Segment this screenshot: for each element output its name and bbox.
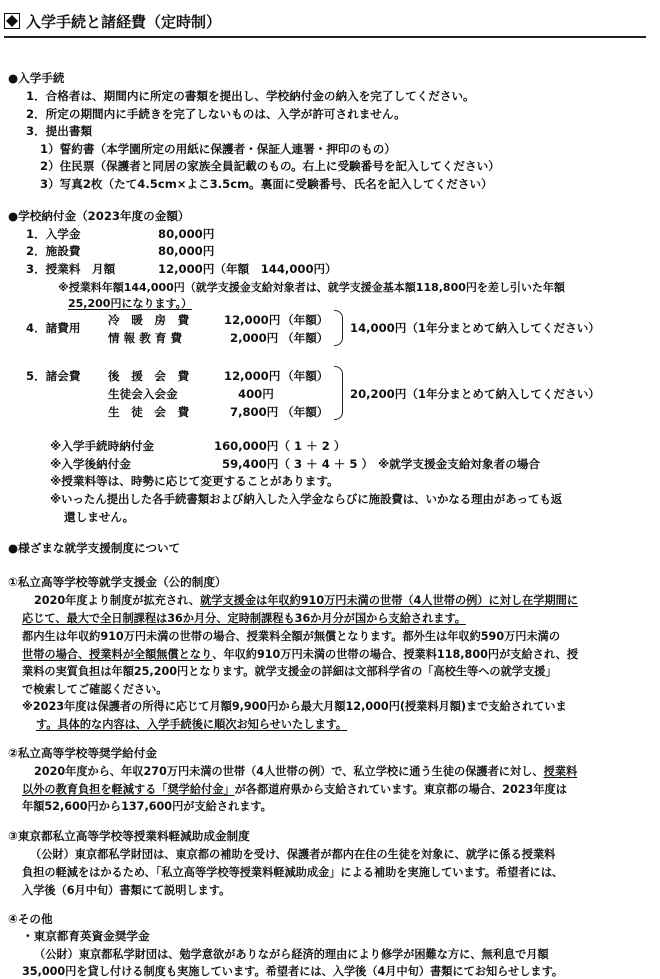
- support-1-line: 応じて、最大で全日制課程は36か月分、定時制課程も36か月分が国から支給されます。: [22, 612, 466, 625]
- document-item: 1）誓約書（本学園所定の用紙に保護者・保証人連署・押印のもの）: [40, 142, 396, 156]
- support-title-4: ④その他: [8, 912, 53, 926]
- admission-heading: ●入学手続: [8, 71, 65, 85]
- support-3-line: 負担の軽減をはかるため、「私立高等学校等授業料軽減助成金」による補助を実施しています。希望者には、: [22, 866, 564, 879]
- support-2-line: 以外の教育負担を軽減する「奨学給付金」が各都道府県から支給されています。東京都の場合、2023年度は: [22, 783, 567, 796]
- misc-item-unit: （年額）: [282, 331, 329, 345]
- diamond-box-icon: [4, 13, 20, 29]
- support-3-line: （公財）東京都私学財団は、東京都の補助を受け、保護者が都内在住の生徒を対象に、就学に係る授業料: [30, 848, 556, 861]
- document-item: 3）写真2枚（たて4.5cm×よこ3.5cm。裏面に受験番号、氏名を記入してください）: [40, 177, 493, 191]
- fee-label: 3．授業料 月額: [26, 262, 116, 276]
- support-2-line: 2020年度から、年収270万円未満の世帯（4人世帯の例）で、私立学校に通う生徒の保護者に対し、授業料: [34, 765, 578, 778]
- summary-note: ※就学支援金支給対象者の場合: [378, 457, 540, 471]
- misc-total: 14,000円（1年分まとめて納入してください）: [350, 321, 600, 335]
- assoc-item-unit: （年額）: [282, 369, 329, 383]
- summary-label: ※入学手続時納付金: [50, 439, 155, 453]
- fee-amount: 80,000円: [158, 227, 215, 241]
- support-4-line: （公財）東京都私学財団は、勉学意欲がありながら経済的理由により修学が困難な方に、無利息で月額: [34, 948, 549, 961]
- support-1-line: 2020年度より制度が拡充され、就学支援金は年収約910万円未満の世帯（4人世帯の例）に対し在学期間に: [34, 594, 579, 607]
- support-1-line: で検索してご確認ください。: [22, 683, 168, 696]
- support-title-2: ②私立高等学校等奨学給付金: [8, 746, 157, 760]
- summary-amount: 160,000円（ 1 ＋ 2 ）: [214, 439, 346, 453]
- support-title-3: ③東京都私立高等学校等授業料軽減助成金制度: [8, 829, 250, 843]
- tuition-note-cont: 25,200円になります。）: [68, 297, 193, 310]
- support-1-line: 都内生は年収約910万円未満の世帯の場合、授業料全額が無償となります。都外生は年収約590万円未満の: [22, 630, 561, 643]
- support-title-1: ①私立高等学校等就学支援金（公的制度）: [8, 575, 227, 589]
- assoc-item-amount: 400円: [238, 387, 274, 401]
- admission-item: 1．合格者は、期間内に所定の書類を提出し、学校納付金の納入を完了してください。: [26, 89, 475, 103]
- summary-label: ※入学後納付金: [50, 457, 131, 471]
- assoc-item-name: 後 援 会 費: [108, 369, 190, 383]
- fee-amount: 80,000円: [158, 244, 215, 258]
- fee-change-note: ※授業料等は、時勢に応じて変更することがあります。: [50, 474, 339, 488]
- assoc-item-amount: 12,000円: [224, 369, 281, 383]
- fees-heading: ●学校納付金（2023年度の金額）: [8, 209, 190, 223]
- assoc-item-unit: （年額）: [282, 405, 329, 419]
- misc-item-name: 情 報 教 育 費: [108, 331, 183, 345]
- page-title: 入学手続と諸経費（定時制）: [26, 13, 222, 31]
- support-1-line: ※2023年度は保護者の所得に応じて月額9,900円から最大月額12,000円(授業料月額)まで支給されていま: [22, 700, 567, 713]
- assoc-fees-label: 5．諸会費: [26, 369, 81, 383]
- summary-amount: 59,400円（ 3 ＋ 4 ＋ 5 ）: [222, 457, 374, 471]
- misc-item-unit: （年額）: [282, 313, 329, 327]
- tuition-note: ※授業料年額144,000円（就学支援金支給対象者は、就学支援金基本額118,800円を差し引いた年額: [58, 281, 565, 294]
- misc-item-name: 冷 暖 房 費: [108, 313, 190, 327]
- support-4-line: 35,000円を貸し付ける制度も実施しています。希望者には、入学後（4月中旬）書類にてお知らせします。: [22, 965, 564, 978]
- assoc-item-name: 生徒会入会金: [108, 387, 178, 401]
- assoc-item-name: 生 徒 会 費: [108, 405, 190, 419]
- misc-fees-label: 4．諸費用: [26, 321, 81, 335]
- assoc-brace: [334, 366, 343, 420]
- admission-item: 3．提出書類: [26, 124, 93, 138]
- misc-brace: [334, 310, 343, 346]
- misc-item-amount: 2,000円: [230, 331, 279, 345]
- fee-label: 2．施設費: [26, 244, 81, 258]
- support-1-line: 業料の実質負担は年額25,200円となります。就学支援金の詳細は文部科学省の「高校生等への就学支援」: [22, 665, 557, 678]
- refund-note: ※いったん提出した各手続書類および納入した入学金ならびに施設費は、いかなる理由があっても返: [50, 492, 563, 506]
- support-heading: ●様ざまな就学支援制度について: [8, 541, 181, 555]
- misc-item-amount: 12,000円: [224, 313, 281, 327]
- admission-item: 2．所定の期間内に手続きを完了しないものは、入学が許可されません。: [26, 107, 406, 121]
- document-item: 2）住民票（保護者と同居の家族全員記載のもの。右上に受験番号を記入してください）: [40, 159, 500, 173]
- page-header: [4, 6, 646, 38]
- support-3-line: 入学後（6月中旬）書類にて説明します。: [22, 884, 231, 897]
- assoc-item-amount: 7,800円: [230, 405, 279, 419]
- support-4-sub: ・東京都育英資金奨学金: [22, 929, 150, 943]
- support-1-line: 世帯の場合、授業料が全額無償となり、年収約910万円未満の世帯の場合、授業料118,800円が支給され、授: [22, 648, 579, 661]
- support-1-line: す。具体的な内容は、入学手続後に順次お知らせいたします。: [36, 718, 348, 731]
- fee-amount: 12,000円（年額 144,000円）: [158, 262, 337, 276]
- support-2-line: 年額52,600円から137,600円が支給されます。: [22, 800, 272, 813]
- refund-note-cont: 還しません。: [64, 510, 135, 524]
- fee-label: 1．入学金: [26, 227, 81, 241]
- assoc-total: 20,200円（1年分まとめて納入してください）: [350, 387, 600, 401]
